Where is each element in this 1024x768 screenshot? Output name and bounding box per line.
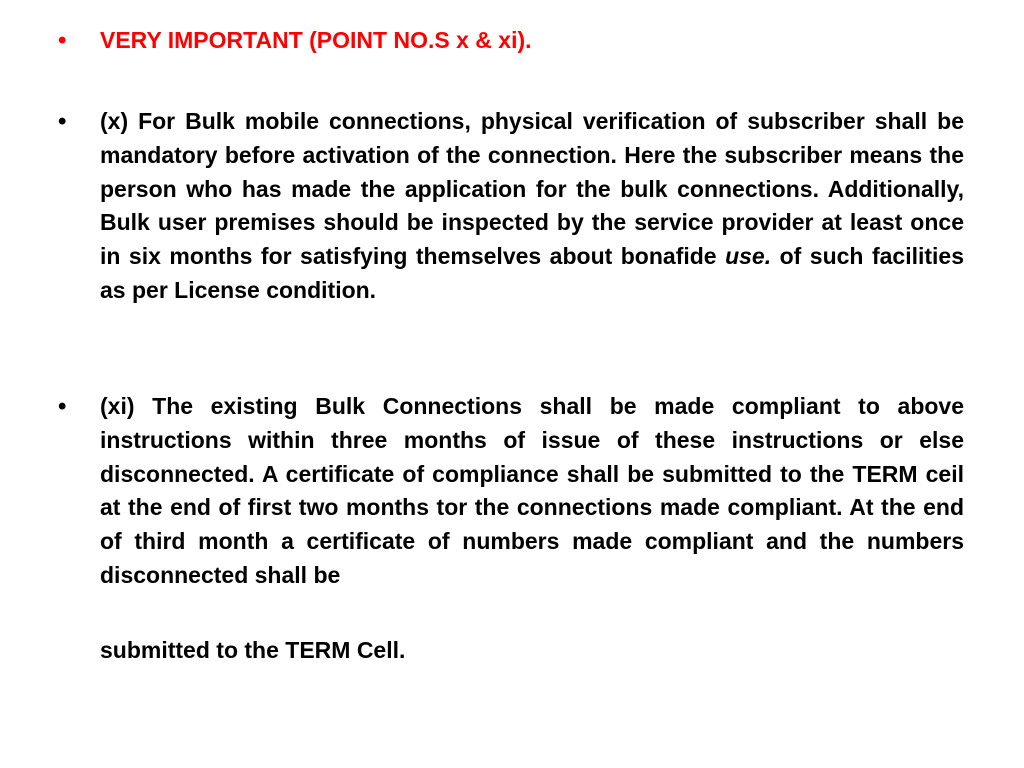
point-x-text-part1: (x) For Bulk mobile connections, physical verification of subscriber shall be mandatory before activation of the connection. Here the subscriber means the person who has made the application for the bulk connections. Additionally, Bulk user premises should be inspected by the service provider at least once in six months for satisfying themselves about bonafide — [100, 108, 964, 270]
heading-text: VERY IMPORTANT (POINT NO.S x & xi). — [100, 27, 532, 53]
point-x-italic-word: use. — [725, 243, 772, 270]
bullet-icon: • — [58, 108, 67, 135]
point-x-text — [100, 105, 964, 308]
bullet-icon: • — [58, 27, 67, 54]
heading-bullet-item — [58, 24, 964, 58]
point-xi-bullet-item — [58, 390, 964, 593]
point-xi-continuation: submitted to the TERM Cell. — [100, 637, 406, 663]
point-x-text-part2: of such facilities as per License condition. — [100, 243, 964, 303]
point-x-bullet-item — [58, 105, 964, 308]
point-xi-text: (xi) The existing Bulk Connections shall be made compliant to above instructions within three months of issue of these instructions or else disconnected. A certificate of compliance shall be submitted to the TERM ceil at the end of first two months tor the connections made compliant. At the end of third month a certificate of numbers made compliant and the numbers disconnected shall be — [100, 393, 964, 588]
bullet-icon: • — [58, 393, 67, 420]
